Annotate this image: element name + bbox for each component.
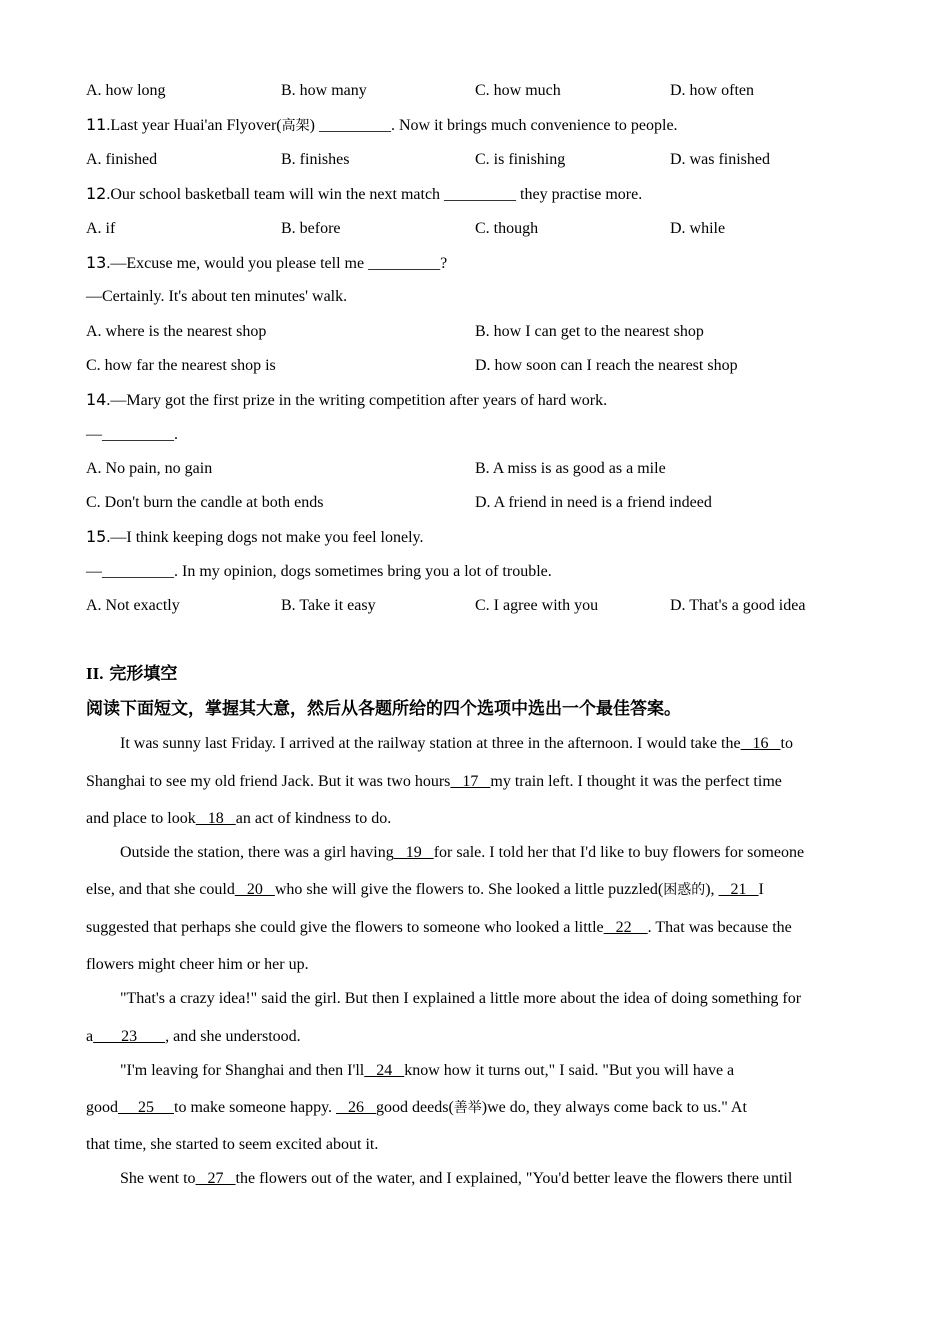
q12-stem (86, 184, 870, 205)
q14-option-d[interactable]: D. A friend in need is a friend indeed (475, 494, 712, 511)
q14-reply: —_________. (86, 426, 178, 443)
q12-option-c[interactable]: C. though (475, 220, 539, 237)
q11-option-d[interactable]: D. was finished (670, 151, 770, 168)
passage-line-1 (120, 734, 870, 754)
passage-text: suggested that perhaps she could give the flowers to someone who looked a little (86, 919, 604, 936)
passage-text: who she will give the flowers to. She looked a little puzzled( (274, 881, 664, 898)
passage-text: ), (705, 881, 719, 898)
q11-option-c[interactable]: C. is finishing (475, 151, 566, 168)
blank-20[interactable]: 20 (234, 881, 275, 898)
blank-24[interactable]: 24 (364, 1062, 405, 1079)
q11-stem (86, 115, 870, 136)
q13-stem (86, 253, 870, 274)
passage-text: I (758, 881, 764, 898)
q15-text: .—I think keeping dogs not make you feel lonely. (106, 529, 424, 546)
passage-text: Shanghai to see my old friend Jack. But it was two hours (86, 773, 451, 790)
section-title-text: 完形填空 (103, 664, 178, 684)
q15-option-a[interactable]: A. Not exactly (86, 597, 180, 614)
q15-option-b[interactable]: B. Take it easy (281, 597, 376, 614)
passage-text: else, and that she could (86, 881, 235, 898)
passage-line-4 (120, 843, 870, 863)
q12-option-a[interactable]: A. if (86, 220, 116, 237)
q14-option-c[interactable]: C. Don't burn the candle at both ends (86, 494, 324, 511)
passage-line-9 (86, 1027, 870, 1047)
blank-27[interactable]: 27 (195, 1170, 236, 1187)
blank-26[interactable]: 26 (336, 1099, 377, 1116)
blank-21[interactable]: 21 (718, 881, 759, 898)
q14-stem (86, 390, 870, 411)
blank-22[interactable]: 22 (603, 919, 648, 936)
q14-text: .—Mary got the first prize in the writing competition after years of hard work. (106, 392, 608, 409)
q14-number: 14 (86, 390, 107, 409)
q15-option-c[interactable]: C. I agree with you (475, 597, 599, 614)
passage-text: and place to look (86, 810, 196, 827)
blank-18[interactable]: 18 (195, 810, 236, 827)
q12-option-b[interactable]: B. before (281, 220, 341, 237)
passage-line-10 (120, 1061, 870, 1081)
blank-23[interactable]: 23 (93, 1028, 166, 1045)
passage-line-5 (86, 880, 870, 900)
q13-text: .—Excuse me, would you please tell me _________? (106, 255, 448, 272)
q11-option-b[interactable]: B. finishes (281, 151, 350, 168)
passage-text: )we do, they always come back to us." At (481, 1099, 747, 1116)
blank-16[interactable]: 16 (740, 735, 781, 752)
passage-text: for sale. I told her that I'd like to buy flowers for someone (433, 844, 805, 861)
q11-text2: ) _________. Now it brings much convenience to people. (309, 117, 678, 134)
q13-option-d[interactable]: D. how soon can I reach the nearest shop (475, 357, 738, 374)
q15-stem (86, 527, 870, 548)
q11-cn: 高架 (281, 118, 310, 134)
q11-text: .Last year Huai'an Flyover( (106, 117, 282, 134)
passage-text: my train left. I thought it was the perfect time (490, 773, 782, 790)
passage-text: . That was because the (647, 919, 792, 936)
passage-cn-gloss: 善举 (453, 1100, 482, 1116)
section-instruction: 阅读下面短文，掌握其大意，然后从各题所给的四个选项中选出一个最佳答案。 (86, 699, 681, 719)
passage-line-3 (86, 809, 870, 829)
passage-text: She went to (120, 1170, 196, 1187)
q13-reply: —Certainly. It's about ten minutes' walk. (86, 288, 348, 305)
passage-text: know how it turns out," I said. "But you will have a (404, 1062, 735, 1079)
passage-text: a (86, 1028, 94, 1045)
q11-number: 11 (86, 115, 107, 134)
passage-text: the flowers out of the water, and I explained, "You'd better leave the flowers there until (235, 1170, 793, 1187)
q13-option-b[interactable]: B. how I can get to the nearest shop (475, 323, 704, 340)
passage-text: to make someone happy. (174, 1099, 337, 1116)
passage-text: "I'm leaving for Shanghai and then I'll (120, 1062, 365, 1079)
passage-text: good (86, 1099, 118, 1116)
passage-text: , and she understood. (165, 1028, 301, 1045)
passage-cn-gloss: 困惑的 (663, 882, 706, 898)
passage-line-8: "That's a crazy idea!" said the girl. But then I explained a little more about the idea of doing something for (120, 990, 802, 1007)
q13-option-a[interactable]: A. where is the nearest shop (86, 323, 267, 340)
passage-line-13 (120, 1169, 870, 1189)
blank-17[interactable]: 17 (450, 773, 491, 790)
q14-option-a[interactable]: A. No pain, no gain (86, 460, 213, 477)
q10-option-c[interactable]: C. how much (475, 82, 561, 99)
q13-number: 13 (86, 253, 107, 272)
passage-text: good deeds( (376, 1099, 454, 1116)
passage-text: to (780, 735, 793, 752)
passage-line-2 (86, 772, 870, 792)
passage-text: Outside the station, there was a girl having (120, 844, 394, 861)
q14-option-b[interactable]: B. A miss is as good as a mile (475, 460, 666, 477)
passage-line-12: that time, she started to seem excited about it. (86, 1136, 379, 1153)
q11-option-a[interactable]: A. finished (86, 151, 158, 168)
q10-option-d[interactable]: D. how often (670, 82, 754, 99)
q15-option-d[interactable]: D. That's a good idea (670, 597, 806, 614)
q12-option-d[interactable]: D. while (670, 220, 726, 237)
q12-text: .Our school basketball team will win the next match _________ they practise more. (106, 186, 643, 203)
q15-number: 15 (86, 527, 107, 546)
passage-text: It was sunny last Friday. I arrived at the railway station at three in the afternoon. I would take the (120, 735, 741, 752)
blank-25[interactable]: 25 (118, 1099, 174, 1116)
q15-reply: —_________. In my opinion, dogs sometimes bring you a lot of trouble. (86, 563, 552, 580)
section-title (86, 664, 870, 684)
q12-number: 12 (86, 184, 107, 203)
section-roman: II. (86, 664, 104, 683)
blank-19[interactable]: 19 (393, 844, 434, 861)
passage-line-11 (86, 1098, 870, 1118)
passage-line-6 (86, 918, 870, 938)
q10-option-b[interactable]: B. how many (281, 82, 367, 99)
passage-line-7: flowers might cheer him or her up. (86, 956, 309, 973)
q13-option-c[interactable]: C. how far the nearest shop is (86, 357, 276, 374)
passage-text: an act of kindness to do. (235, 810, 392, 827)
q10-option-a[interactable]: A. how long (86, 82, 166, 99)
